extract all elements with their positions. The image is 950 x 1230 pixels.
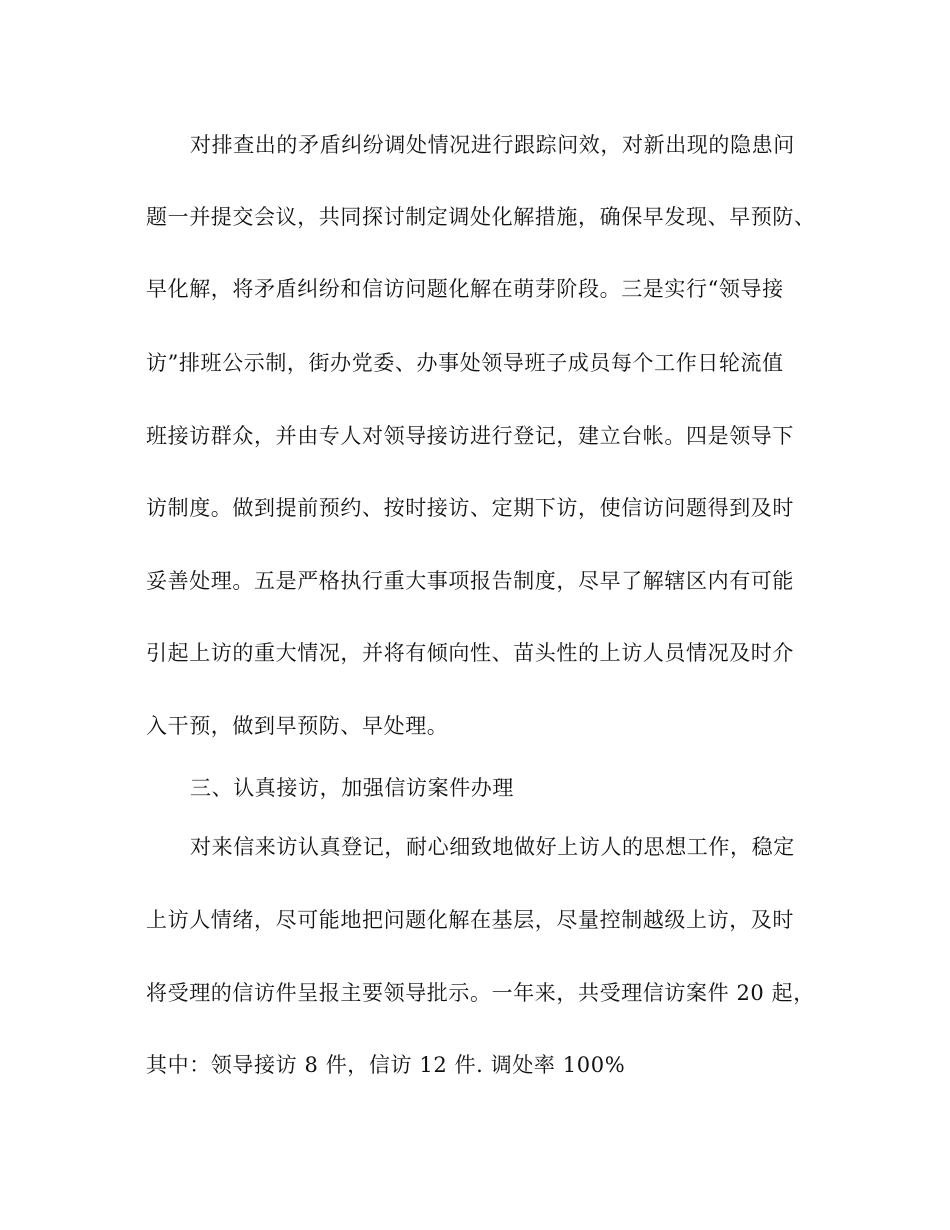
- paragraph-line: 早化解，将矛盾纠纷和信访问题化解在萌芽阶段。三是实行“领导接: [146, 277, 784, 301]
- paragraph-line: 上访人情绪，尽可能地把问题化解在基层，尽量控制越级上访，及时: [146, 908, 794, 932]
- paragraph-line: 访”排班公示制，街办党委、办事处领导班子成员每个工作日轮流值: [146, 351, 784, 375]
- paragraph-line: 题一并提交会议，共同探讨制定调处化解措施，确保早发现、早预防、: [146, 205, 816, 229]
- paragraph-line: 对排查出的矛盾纠纷调处情况进行跟踪问效，对新出现的隐患问: [190, 133, 795, 157]
- paragraph-line: 班接访群众，并由专人对领导接访进行登记，建立台帐。四是领导下: [146, 424, 794, 448]
- paragraph-line: 访制度。做到提前预约、按时接访、定期下访，使信访问题得到及时: [146, 496, 794, 520]
- paragraph-line: 引起上访的重大情况，并将有倾向性、苗头性的上访人员情况及时介: [146, 641, 794, 665]
- section-heading: 三、认真接访，加强信访案件办理: [190, 776, 514, 800]
- paragraph-line: 将受理的信访件呈报主要领导批示。一年来，共受理信访案件 20 起，: [146, 981, 815, 1005]
- paragraph-line: 其中：领导接访 8 件，信访 12 件. 调处率 100%: [146, 1053, 626, 1077]
- paragraph-line: 入干预，做到早预防、早处理。: [146, 714, 449, 738]
- paragraph-line: 对来信来访认真登记，耐心细致地做好上访人的思想工作，稳定: [190, 835, 795, 859]
- paragraph-line: 妥善处理。五是严格执行重大事项报告制度，尽早了解辖区内有可能: [146, 569, 794, 593]
